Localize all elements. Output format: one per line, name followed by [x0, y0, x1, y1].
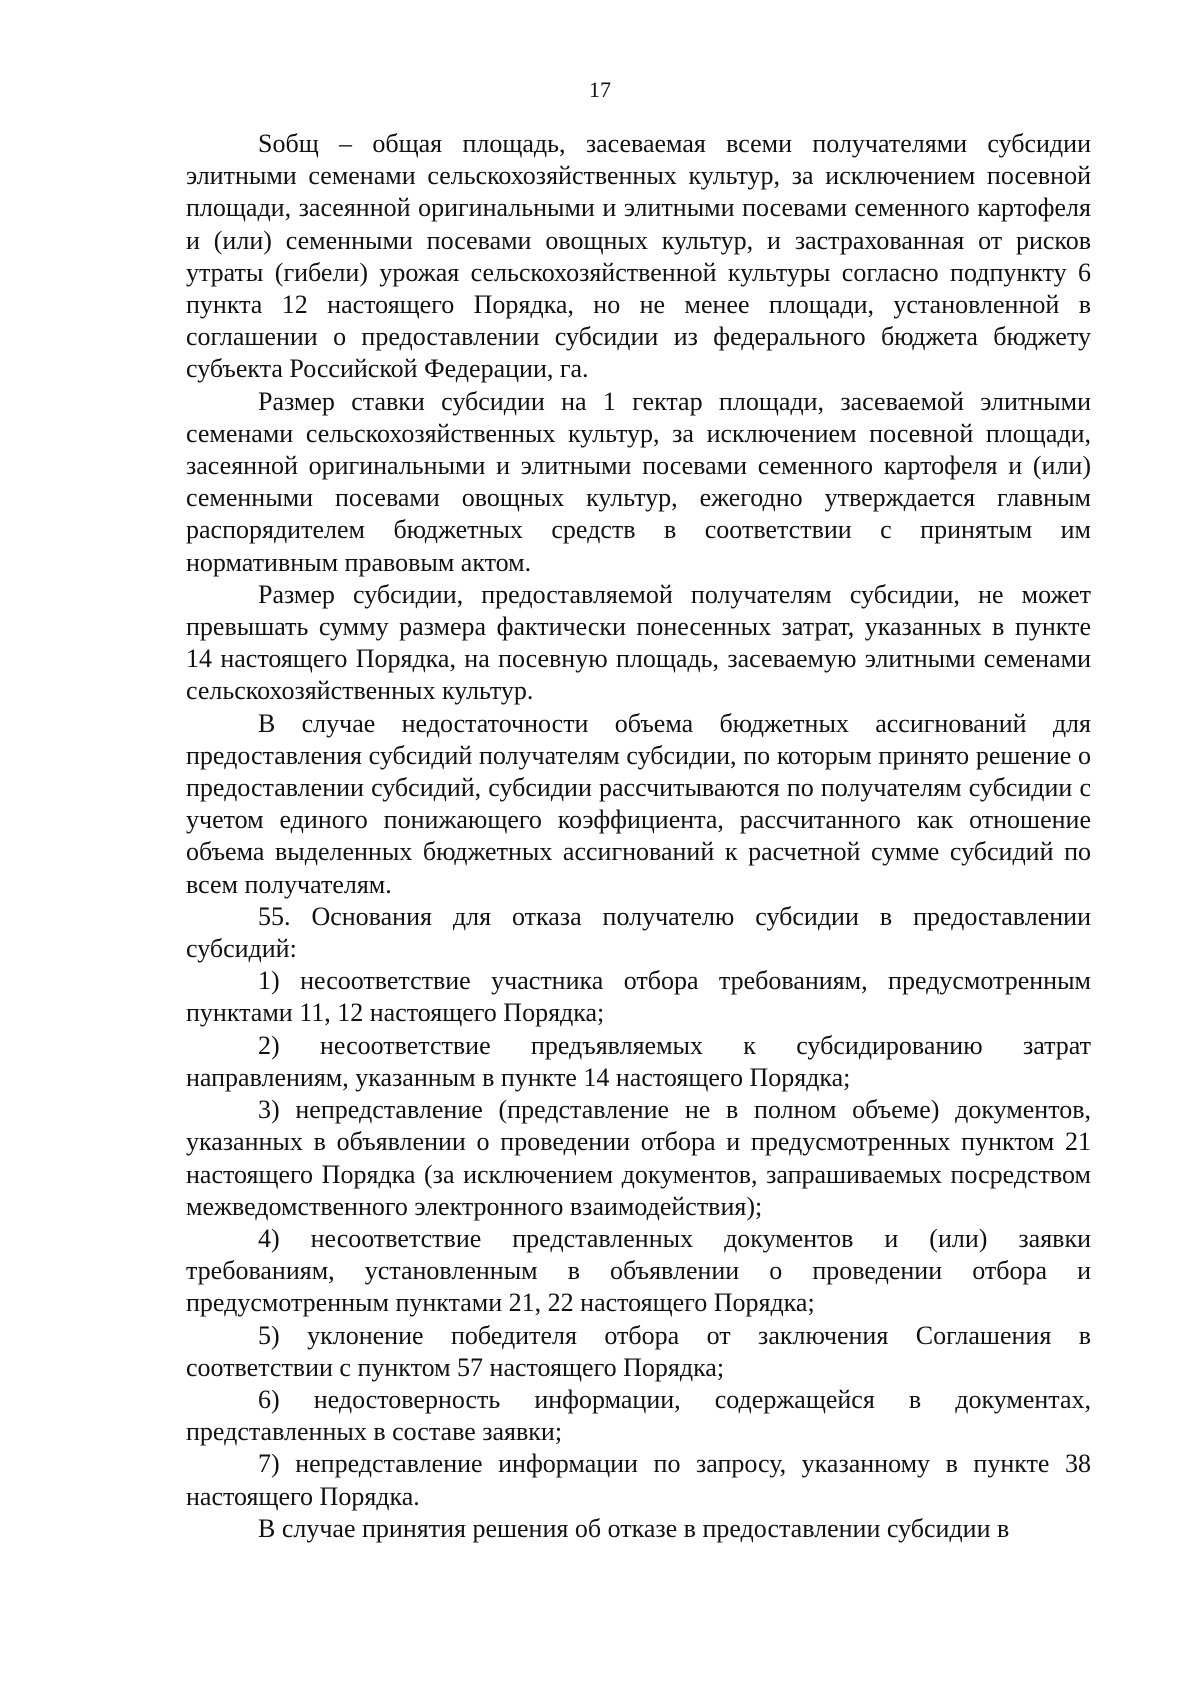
- document-body: [186, 128, 1091, 1545]
- list-item-1: 1) несоответствие участника отбора требованиям, предусмотренным пунктами 11, 12 настоящего Порядка;: [186, 966, 1091, 1028]
- paragraph-reduction-coefficient: В случае недостаточности объема бюджетных ассигнований для предоставления субсидий получателям субсидии, по которым принято решение о предоставлении субсидий, субсидии рассчитываются по получателям субсидии с учетом единого понижающего коэффициента, рассчитанного как отношение объема выделенных бюджетных ассигнований к расчетной сумме субсидий по всем получателям.: [186, 708, 1091, 899]
- paragraph-subsidy-limit: Размер субсидии, предоставляемой получателям субсидии, не может превышать сумму размера фактически понесенных затрат, указанных в пункте 14 настоящего Порядка, на посевную площадь, засеваемую элитными семенами сельскохозяйственных культур.: [186, 579, 1091, 706]
- paragraph-rate-per-hectare: Размер ставки субсидии на 1 гектар площади, засеваемой элитными семенами сельскохозяйственных культур, за исключением посевной площади, засеянной оригинальными и элитными посевами семенного картофеля и (или) семенными посевами овощных культур, ежегодно утверждается главным распорядителем бюджетных средств в соответствии с принятым им нормативным правовым актом.: [186, 386, 1091, 577]
- paragraph-s-total-definition: Sобщ – общая площадь, засеваемая всеми получателями субсидии элитными семенами сельскохозяйственных культур, за исключением посевной площади, засеянной оригинальными и элитными посевами семенного картофеля и (или) семенными посевами овощных культур, и застрахованная от рисков утраты (гибели) урожая сельскохозяйственной культуры согласно подпункту 6 пункта 12 настоящего Порядка, но не менее площади, установленной в соглашении о предоставлении субсидии из федерального бюджета бюджету субъекта Российской Федерации, га.: [186, 129, 1091, 384]
- list-item-5: 5) уклонение победителя отбора от заключения Соглашения в соответствии с пунктом 57 настоящего Порядка;: [186, 1320, 1091, 1382]
- list-item-7: 7) непредставление информации по запросу, указанному в пункте 38 настоящего Порядка.: [186, 1449, 1091, 1511]
- list-item-6: 6) недостоверность информации, содержащейся в документах, представленных в составе заявки;: [186, 1384, 1091, 1447]
- list-item-3: 3) непредставление (представление не в полном объеме) документов, указанных в объявлении о проведении отбора и предусмотренных пунктом 21 настоящего Порядка (за исключением документов, запрашиваемых посредством межведомственного электронного взаимодействия);: [186, 1095, 1091, 1221]
- paragraph-refusal-decision: В случае принятия решения об отказе в предоставлении субсидии в: [258, 1513, 1010, 1543]
- paragraph-item-55-heading: 55. Основания для отказа получателю субсидии в предоставлении субсидий:: [186, 901, 1091, 964]
- list-item-4: 4) несоответствие представленных документов и (или) заявки требованиям, установленным в объявлении о проведении отбора и предусмотренным пунктами 21, 22 настоящего Порядка;: [186, 1223, 1091, 1318]
- page-number: 17: [589, 77, 611, 102]
- list-item-2: 2) несоответствие предъявляемых к субсидированию затрат направлениям, указанным в пункте 14 настоящего Порядка;: [186, 1030, 1091, 1092]
